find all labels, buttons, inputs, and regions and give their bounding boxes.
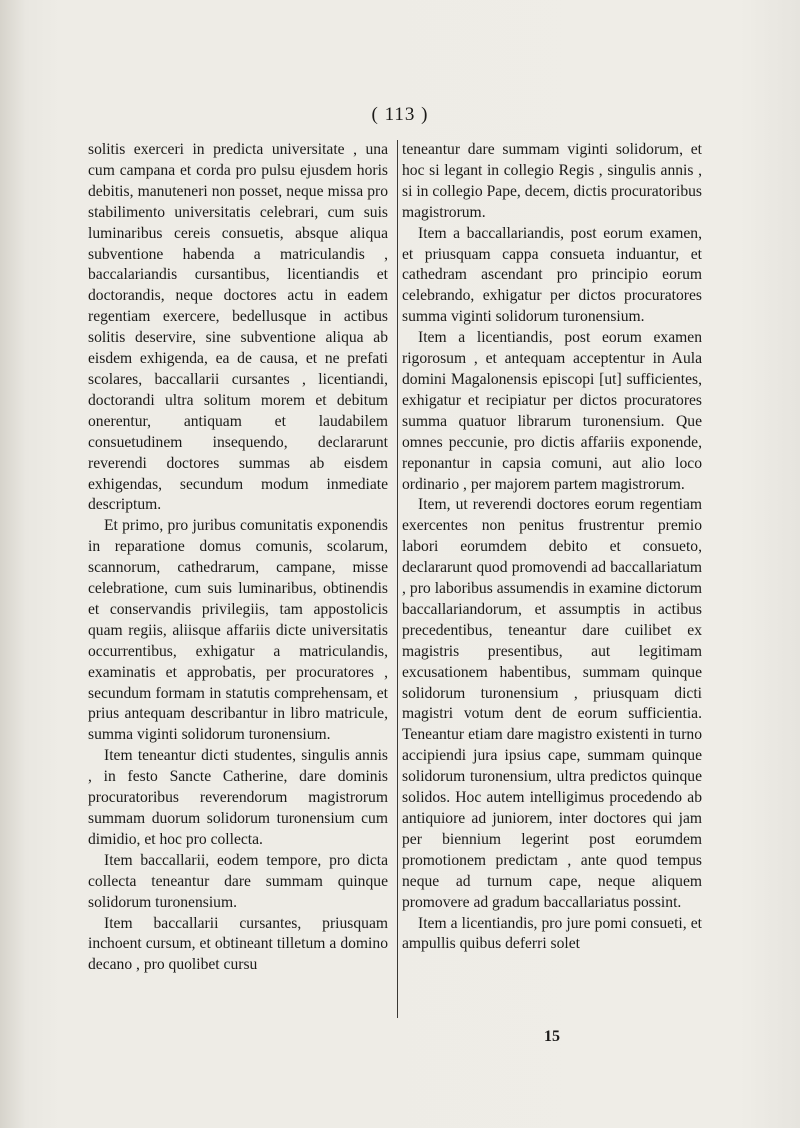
signature-mark: 15 <box>544 1028 560 1045</box>
right-column <box>402 140 702 955</box>
page-number: ( 113 ) <box>371 104 429 125</box>
paragraph: Item, ut reverendi doctores eorum regentiam exercentes non penitus frustrentur premio labori eorumdem debito et consueto, declararunt quod promovendi ad baccallariatum , pro laboribus assumendis in examine dictorum baccallariandorum, et assumptis in actibus precedentibus, teneantur dare cuilibet ex magistris presentibus, aut legitimam excusationem habentibus, summam quinque solidorum turonensium , priusquam dicti magistri votum dent de eorum sufficientia. Teneantur etiam dare magistro existenti in turno accipiendi jura ipsius cape, summam quinque solidorum turonensium, ultra predictos quinque solidos. Hoc autem intelligimus procedendo ab antiquiore ad juniorem, inter doctores qui jam per biennium legerint post eorumdem promotionem predictam , ante quod tempus neque ad turnum cape, neque aliquem promovere ad gradum baccallariatus possint. <box>402 496 702 911</box>
paragraph: Item a licentiandis, post eorum examen rigorosum , et antequam acceptentur in Aula domini Magalonensis episcopi [ut] sufficientes, exhigatur et recipiatur per dictos procuratores summa quatuor librarum turonensium. Que omnes peccunie, pro dictis affariis exponende, reponantur in capsia comuni, aut alio loco ordinario , per majorem partem magistrorum. <box>402 329 702 493</box>
paragraph: Et primo, pro juribus comunitatis exponendis in reparatione domus comunis, scolarum, scannorum, cathedrarum, campane, misse celebratione, cum suis luminaribus, obtinendis et conservandis privilegiis, tam appostolicis quam regiis, aliisque affariis dicte universitatis occurrentibus, exhigatur a matriculandis, examinatis et approbatis, per procuratores , secundum formam in statutis comprehensam, et prius antequam describantur in libro matricule, summa viginti solidorum turonensium. <box>88 517 388 744</box>
paragraph: Item teneantur dicti studentes, singulis annis , in festo Sancte Catherine, dare dominis procuratoribus reverendorum magistrorum summam duorum solidorum turonensium cum dimidio, et hoc pro collecta. <box>88 747 388 848</box>
paragraph: Item a baccallariandis, post eorum examen, et priusquam cappa consueta induantur, et cathedram ascendant pro principio eorum celebrando, exhigatur per dictos procuratores summa viginti solidorum turonensium. <box>402 224 702 326</box>
column-divider <box>397 140 398 1018</box>
paragraph: Item a licentiandis, pro jure pomi consueti, et ampullis quibus deferri solet <box>402 914 702 953</box>
paragraph: Item baccallarii cursantes, priusquam inchoent cursum, et obtineant tilletum a domino decano , pro quolibet cursu <box>88 914 388 974</box>
paragraph: Item baccallarii, eodem tempore, pro dicta collecta teneantur dare summam quinque solidorum turonensium. <box>88 851 388 911</box>
paragraph: teneantur dare summam viginti solidorum, et hoc si legant in collegio Regis , singulis annis , si in collegio Pape, decem, dictis procuratoribus magistrorum. <box>402 141 702 221</box>
paragraph: solitis exerceri in predicta universitate , una cum campana et corda pro pulsu ejusdem horis debitis, manuteneri non posset, neque missa pro stabilimento universitatis celebrari, cum suis luminaribus cereis consuetis, absque aliqua subventione habenda a matriculandis , baccalariandis cursantibus, licentiandis et doctorandis, neque doctores actu in eadem regentiam exercere, bedellusque in actibus solitis deservire, sine subventione aliqua ab eisdem exhigenda, ea de causa, et ne prefati scolares, baccallarii cursantes , licentiandi, doctorandi ultra solitum morem et debitum onerentur, antiquam et laudabilem consuetudinem insequendo, declararunt reverendi doctores summas ab eisdem exhigendas, secundum modum inmediate descriptum. <box>88 141 388 514</box>
left-column <box>88 140 388 976</box>
